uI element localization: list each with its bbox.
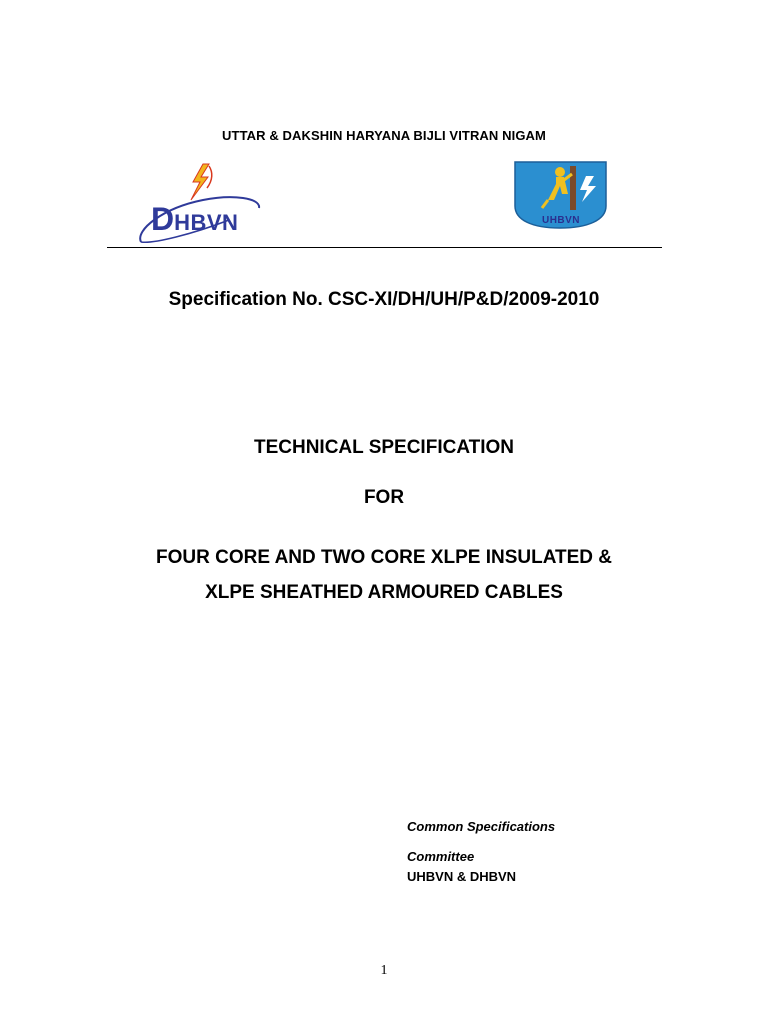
committee-line-1: Common Specifications [407, 819, 556, 834]
document-title-line-2: FOR [363, 487, 405, 508]
organization-title: UTTAR & DAKSHIN HARYANA BIJLI VITRAN NIGAM [222, 128, 546, 143]
dhbvn-logo-text: HBVN [174, 210, 239, 235]
document-title-line-4: XLPE SHEATHED ARMOURED CABLES [205, 582, 563, 603]
dhbvn-logo-initial: D [151, 201, 175, 237]
page-number: 1 [380, 963, 388, 978]
committee-line-2: Committee [407, 849, 475, 864]
header-divider [107, 247, 662, 248]
committee-line-3: UHBVN & DHBVN [407, 869, 517, 884]
uhbvn-logo-text: UHBVN [541, 215, 581, 226]
dhbvn-logo [133, 160, 268, 250]
document-title-line-3: FOUR CORE AND TWO CORE XLPE INSULATED & [156, 547, 612, 568]
specification-number: Specification No. CSC-XI/DH/UH/P&D/2009-2010 [168, 289, 600, 310]
document-title-line-1: TECHNICAL SPECIFICATION [253, 437, 515, 458]
uhbvn-logo [512, 160, 609, 230]
